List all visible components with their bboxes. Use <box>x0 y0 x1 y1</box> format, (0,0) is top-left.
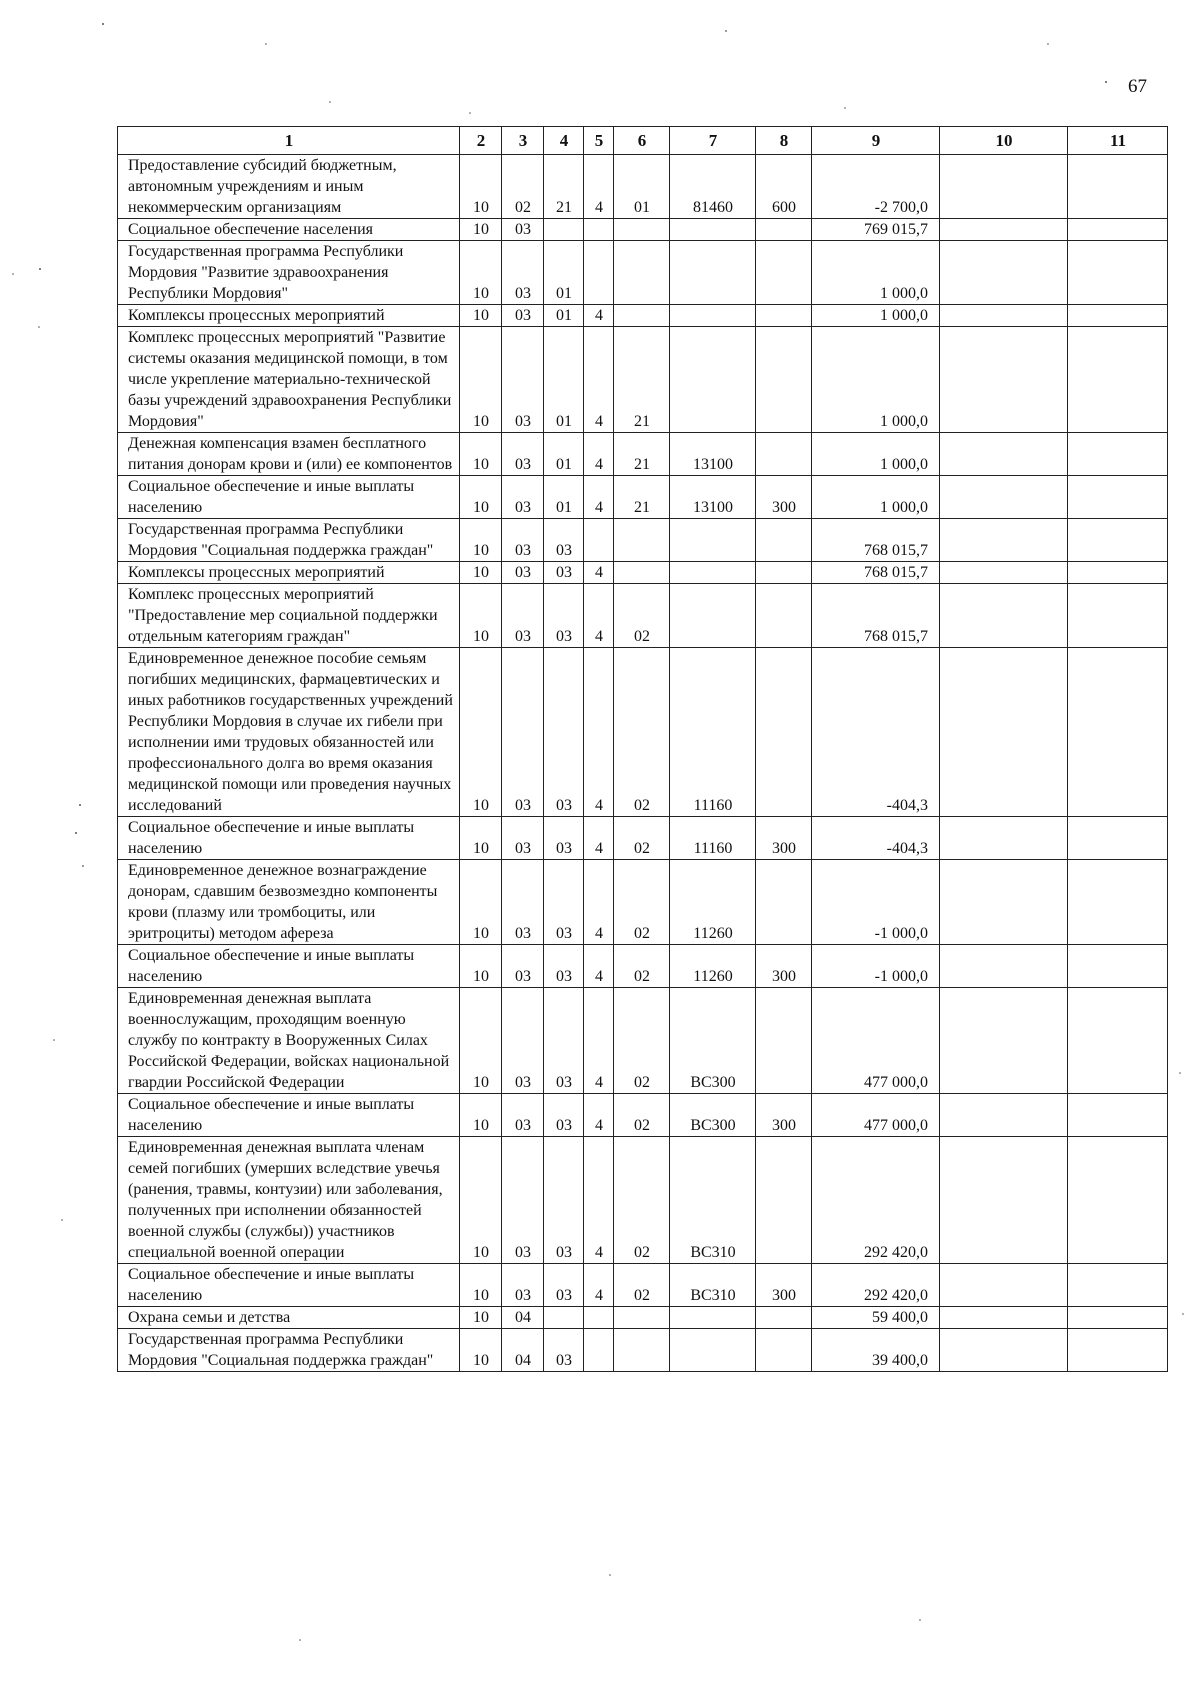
col-10-cell <box>940 155 1068 219</box>
col-4-cell: 03 <box>544 860 584 945</box>
col-10-cell <box>940 476 1068 519</box>
col-7-cell: 13100 <box>670 433 756 476</box>
col-8-cell <box>756 219 812 241</box>
table-row <box>118 817 1168 860</box>
page-number: 67 <box>1128 76 1147 97</box>
col-7-cell: 81460 <box>670 155 756 219</box>
column-header-7: 7 <box>670 127 756 155</box>
table-row <box>118 988 1168 1094</box>
col-5-cell: 4 <box>584 562 614 584</box>
col-5-cell <box>584 1307 614 1329</box>
col-9-cell: 477 000,0 <box>812 1094 940 1137</box>
row-name-cell: Комплекс процессных мероприятий "Развитие системы оказания медицинской помощи, в том числе укрепление материально-технической базы учреждений здравоохранения Республики Мордовия" <box>118 327 460 433</box>
col-3-cell: 04 <box>502 1329 544 1372</box>
col-8-cell <box>756 648 812 817</box>
col-4-cell: 03 <box>544 519 584 562</box>
col-8-cell <box>756 562 812 584</box>
col-8-cell <box>756 327 812 433</box>
col-7-cell: 11260 <box>670 945 756 988</box>
col-3-cell: 03 <box>502 648 544 817</box>
col-6-cell <box>614 562 670 584</box>
table-row <box>118 562 1168 584</box>
col-11-cell <box>1068 519 1168 562</box>
col-2-cell: 10 <box>460 327 502 433</box>
col-6-cell <box>614 1329 670 1372</box>
col-8-cell <box>756 1307 812 1329</box>
col-11-cell <box>1068 327 1168 433</box>
col-2-cell: 10 <box>460 476 502 519</box>
table-row <box>118 219 1168 241</box>
col-7-cell: 11260 <box>670 860 756 945</box>
row-name-cell: Денежная компенсация взамен бесплатного питания донорам крови и (или) ее компонентов <box>118 433 460 476</box>
table-row <box>118 519 1168 562</box>
col-8-cell <box>756 860 812 945</box>
col-7-cell: ВС310 <box>670 1137 756 1264</box>
col-2-cell: 10 <box>460 305 502 327</box>
col-5-cell <box>584 519 614 562</box>
col-10-cell <box>940 433 1068 476</box>
col-8-cell: 600 <box>756 155 812 219</box>
col-10-cell <box>940 988 1068 1094</box>
col-2-cell: 10 <box>460 817 502 860</box>
row-name-cell: Предоставление субсидий бюджетным, автономным учреждениям и иным некоммерческим организациям <box>118 155 460 219</box>
col-2-cell: 10 <box>460 219 502 241</box>
col-7-cell: 11160 <box>670 648 756 817</box>
table-row <box>118 1329 1168 1372</box>
col-6-cell: 21 <box>614 433 670 476</box>
column-header-10: 10 <box>940 127 1068 155</box>
col-7-cell <box>670 327 756 433</box>
col-6-cell <box>614 1307 670 1329</box>
col-3-cell: 02 <box>502 155 544 219</box>
col-3-cell: 03 <box>502 945 544 988</box>
col-4-cell: 03 <box>544 1137 584 1264</box>
row-name-cell: Государственная программа Республики Мордовия "Развитие здравоохранения Республики Мордовия" <box>118 241 460 305</box>
column-header-5: 5 <box>584 127 614 155</box>
header-row <box>118 127 1168 155</box>
col-3-cell: 03 <box>502 988 544 1094</box>
col-5-cell: 4 <box>584 817 614 860</box>
col-2-cell: 10 <box>460 1307 502 1329</box>
col-2-cell: 10 <box>460 648 502 817</box>
col-3-cell: 03 <box>502 219 544 241</box>
col-7-cell <box>670 219 756 241</box>
col-11-cell <box>1068 241 1168 305</box>
row-name-cell: Социальное обеспечение и иные выплаты населению <box>118 1094 460 1137</box>
col-6-cell: 02 <box>614 988 670 1094</box>
col-6-cell: 02 <box>614 584 670 648</box>
col-11-cell <box>1068 562 1168 584</box>
col-5-cell: 4 <box>584 433 614 476</box>
col-8-cell <box>756 519 812 562</box>
row-name-cell: Единовременная денежная выплата членам семей погибших (умерших вследствие увечья (ранения, травмы, контузии) или заболевания, полученных при исполнении обязанностей военной службы (службы)) участников специальной военной операции <box>118 1137 460 1264</box>
col-9-cell: 39 400,0 <box>812 1329 940 1372</box>
col-5-cell <box>584 1329 614 1372</box>
col-9-cell: 769 015,7 <box>812 219 940 241</box>
col-4-cell <box>544 1307 584 1329</box>
col-10-cell <box>940 1094 1068 1137</box>
col-2-cell: 10 <box>460 988 502 1094</box>
table-row <box>118 1264 1168 1307</box>
col-6-cell: 02 <box>614 1094 670 1137</box>
row-name-cell: Социальное обеспечение и иные выплаты населению <box>118 1264 460 1307</box>
col-10-cell <box>940 1329 1068 1372</box>
col-10-cell <box>940 519 1068 562</box>
row-name-cell: Социальное обеспечение и иные выплаты населению <box>118 476 460 519</box>
col-2-cell: 10 <box>460 1137 502 1264</box>
col-11-cell <box>1068 584 1168 648</box>
col-6-cell: 01 <box>614 155 670 219</box>
row-name-cell: Комплексы процессных мероприятий <box>118 305 460 327</box>
col-5-cell <box>584 219 614 241</box>
col-7-cell <box>670 305 756 327</box>
col-10-cell <box>940 1137 1068 1264</box>
column-header-11: 11 <box>1068 127 1168 155</box>
col-3-cell: 03 <box>502 519 544 562</box>
col-10-cell <box>940 327 1068 433</box>
col-7-cell <box>670 1307 756 1329</box>
col-11-cell <box>1068 817 1168 860</box>
col-7-cell <box>670 584 756 648</box>
col-2-cell: 10 <box>460 1264 502 1307</box>
col-2-cell: 10 <box>460 1094 502 1137</box>
table-row <box>118 945 1168 988</box>
col-4-cell: 03 <box>544 562 584 584</box>
table-row <box>118 584 1168 648</box>
col-5-cell: 4 <box>584 1264 614 1307</box>
col-5-cell: 4 <box>584 988 614 1094</box>
col-3-cell: 03 <box>502 241 544 305</box>
col-2-cell: 10 <box>460 433 502 476</box>
col-9-cell: -404,3 <box>812 648 940 817</box>
col-9-cell: -2 700,0 <box>812 155 940 219</box>
col-8-cell <box>756 433 812 476</box>
col-3-cell: 03 <box>502 1094 544 1137</box>
col-9-cell: 292 420,0 <box>812 1264 940 1307</box>
col-4-cell: 01 <box>544 327 584 433</box>
column-header-9: 9 <box>812 127 940 155</box>
col-8-cell: 300 <box>756 1264 812 1307</box>
col-10-cell <box>940 584 1068 648</box>
table-body <box>118 155 1168 1372</box>
col-9-cell: 1 000,0 <box>812 327 940 433</box>
budget-table <box>117 126 1168 1372</box>
col-2-cell: 10 <box>460 584 502 648</box>
col-7-cell <box>670 1329 756 1372</box>
table-row <box>118 476 1168 519</box>
col-8-cell: 300 <box>756 1094 812 1137</box>
col-9-cell: 292 420,0 <box>812 1137 940 1264</box>
col-4-cell: 03 <box>544 817 584 860</box>
column-header-8: 8 <box>756 127 812 155</box>
col-9-cell: 1 000,0 <box>812 305 940 327</box>
col-11-cell <box>1068 305 1168 327</box>
col-2-cell: 10 <box>460 155 502 219</box>
column-header-2: 2 <box>460 127 502 155</box>
col-4-cell: 03 <box>544 1264 584 1307</box>
col-11-cell <box>1068 945 1168 988</box>
col-3-cell: 03 <box>502 476 544 519</box>
col-11-cell <box>1068 219 1168 241</box>
col-2-cell: 10 <box>460 519 502 562</box>
col-5-cell: 4 <box>584 155 614 219</box>
row-name-cell: Комплекс процессных мероприятий "Предоставление мер социальной поддержки отдельным категориям граждан" <box>118 584 460 648</box>
col-5-cell: 4 <box>584 476 614 519</box>
col-11-cell <box>1068 648 1168 817</box>
col-6-cell: 02 <box>614 648 670 817</box>
col-10-cell <box>940 860 1068 945</box>
col-11-cell <box>1068 988 1168 1094</box>
col-4-cell: 01 <box>544 476 584 519</box>
col-2-cell: 10 <box>460 945 502 988</box>
col-8-cell <box>756 584 812 648</box>
col-3-cell: 03 <box>502 817 544 860</box>
col-10-cell <box>940 648 1068 817</box>
row-name-cell: Социальное обеспечение и иные выплаты населению <box>118 817 460 860</box>
row-name-cell: Государственная программа Республики Мордовия "Социальная поддержка граждан" <box>118 1329 460 1372</box>
col-10-cell <box>940 1264 1068 1307</box>
col-11-cell <box>1068 1307 1168 1329</box>
col-10-cell <box>940 562 1068 584</box>
col-3-cell: 03 <box>502 860 544 945</box>
table-row <box>118 433 1168 476</box>
col-7-cell: ВС310 <box>670 1264 756 1307</box>
col-9-cell: 768 015,7 <box>812 519 940 562</box>
col-8-cell <box>756 988 812 1094</box>
col-4-cell: 03 <box>544 945 584 988</box>
col-5-cell: 4 <box>584 305 614 327</box>
col-8-cell: 300 <box>756 945 812 988</box>
column-header-6: 6 <box>614 127 670 155</box>
col-5-cell: 4 <box>584 860 614 945</box>
col-8-cell: 300 <box>756 476 812 519</box>
table-row <box>118 155 1168 219</box>
col-8-cell <box>756 241 812 305</box>
row-name-cell: Единовременная денежная выплата военнослужащим, проходящим военную службу по контракту в Вооруженных Силах Российской Федерации, войсках национальной гвардии Российской Федерации <box>118 988 460 1094</box>
col-8-cell <box>756 1137 812 1264</box>
col-4-cell: 01 <box>544 433 584 476</box>
col-6-cell <box>614 219 670 241</box>
row-name-cell: Социальное обеспечение и иные выплаты населению <box>118 945 460 988</box>
col-4-cell: 03 <box>544 648 584 817</box>
col-10-cell <box>940 945 1068 988</box>
column-header-3: 3 <box>502 127 544 155</box>
col-6-cell: 02 <box>614 1264 670 1307</box>
table-header <box>118 127 1168 155</box>
table-row <box>118 1094 1168 1137</box>
col-7-cell <box>670 241 756 305</box>
row-name-cell: Единовременное денежное вознаграждение донорам, сдавшим безвозмездно компоненты крови (плазму или тромбоциты, или эритроциты) методом афереза <box>118 860 460 945</box>
col-4-cell: 03 <box>544 988 584 1094</box>
col-7-cell <box>670 562 756 584</box>
col-2-cell: 10 <box>460 241 502 305</box>
col-6-cell: 02 <box>614 817 670 860</box>
col-11-cell <box>1068 1137 1168 1264</box>
col-5-cell: 4 <box>584 945 614 988</box>
table-row <box>118 860 1168 945</box>
col-10-cell <box>940 241 1068 305</box>
row-name-cell: Единовременное денежное пособие семьям погибших медицинских, фармацевтических и иных работников государственных учреждений Республики Мордовия в случае их гибели при исполнении ими трудовых обязанностей или профессионального долга во время оказания медицинской помощи или проведения научных исследований <box>118 648 460 817</box>
table-row <box>118 1137 1168 1264</box>
col-3-cell: 03 <box>502 584 544 648</box>
col-4-cell: 01 <box>544 305 584 327</box>
col-3-cell: 03 <box>502 305 544 327</box>
col-6-cell: 02 <box>614 945 670 988</box>
col-10-cell <box>940 219 1068 241</box>
col-9-cell: 1 000,0 <box>812 476 940 519</box>
col-6-cell <box>614 305 670 327</box>
col-11-cell <box>1068 476 1168 519</box>
col-6-cell <box>614 241 670 305</box>
col-7-cell: ВС300 <box>670 988 756 1094</box>
col-10-cell <box>940 305 1068 327</box>
col-10-cell <box>940 1307 1068 1329</box>
col-11-cell <box>1068 1264 1168 1307</box>
row-name-cell: Социальное обеспечение населения <box>118 219 460 241</box>
col-4-cell: 03 <box>544 1094 584 1137</box>
row-name-cell: Охрана семьи и детства <box>118 1307 460 1329</box>
col-9-cell: 1 000,0 <box>812 241 940 305</box>
col-3-cell: 03 <box>502 1264 544 1307</box>
col-6-cell: 21 <box>614 476 670 519</box>
col-5-cell: 4 <box>584 1094 614 1137</box>
col-4-cell: 03 <box>544 1329 584 1372</box>
col-7-cell: 13100 <box>670 476 756 519</box>
col-11-cell <box>1068 433 1168 476</box>
col-11-cell <box>1068 1329 1168 1372</box>
col-4-cell: 01 <box>544 241 584 305</box>
col-9-cell: 768 015,7 <box>812 562 940 584</box>
column-header-4: 4 <box>544 127 584 155</box>
col-6-cell: 21 <box>614 327 670 433</box>
table-row <box>118 241 1168 305</box>
col-5-cell: 4 <box>584 1137 614 1264</box>
col-4-cell: 03 <box>544 584 584 648</box>
table-row <box>118 327 1168 433</box>
col-8-cell: 300 <box>756 817 812 860</box>
col-9-cell: 477 000,0 <box>812 988 940 1094</box>
col-5-cell <box>584 241 614 305</box>
col-6-cell: 02 <box>614 860 670 945</box>
col-9-cell: 1 000,0 <box>812 433 940 476</box>
col-3-cell: 03 <box>502 327 544 433</box>
col-9-cell: 768 015,7 <box>812 584 940 648</box>
col-3-cell: 03 <box>502 1137 544 1264</box>
col-7-cell: 11160 <box>670 817 756 860</box>
col-10-cell <box>940 817 1068 860</box>
row-name-cell: Комплексы процессных мероприятий <box>118 562 460 584</box>
col-5-cell: 4 <box>584 648 614 817</box>
col-9-cell: -1 000,0 <box>812 945 940 988</box>
table-row <box>118 648 1168 817</box>
table-row <box>118 1307 1168 1329</box>
col-11-cell <box>1068 155 1168 219</box>
col-8-cell <box>756 1329 812 1372</box>
col-3-cell: 03 <box>502 562 544 584</box>
col-9-cell: -1 000,0 <box>812 860 940 945</box>
col-11-cell <box>1068 1094 1168 1137</box>
col-8-cell <box>756 305 812 327</box>
row-name-cell: Государственная программа Республики Мордовия "Социальная поддержка граждан" <box>118 519 460 562</box>
col-5-cell: 4 <box>584 327 614 433</box>
col-2-cell: 10 <box>460 860 502 945</box>
col-9-cell: -404,3 <box>812 817 940 860</box>
col-4-cell <box>544 219 584 241</box>
col-3-cell: 04 <box>502 1307 544 1329</box>
table-row <box>118 305 1168 327</box>
col-9-cell: 59 400,0 <box>812 1307 940 1329</box>
col-2-cell: 10 <box>460 1329 502 1372</box>
col-4-cell: 21 <box>544 155 584 219</box>
col-2-cell: 10 <box>460 562 502 584</box>
col-3-cell: 03 <box>502 433 544 476</box>
col-6-cell <box>614 519 670 562</box>
col-6-cell: 02 <box>614 1137 670 1264</box>
col-11-cell <box>1068 860 1168 945</box>
column-header-1: 1 <box>118 127 460 155</box>
col-5-cell: 4 <box>584 584 614 648</box>
col-7-cell: ВС300 <box>670 1094 756 1137</box>
col-7-cell <box>670 519 756 562</box>
